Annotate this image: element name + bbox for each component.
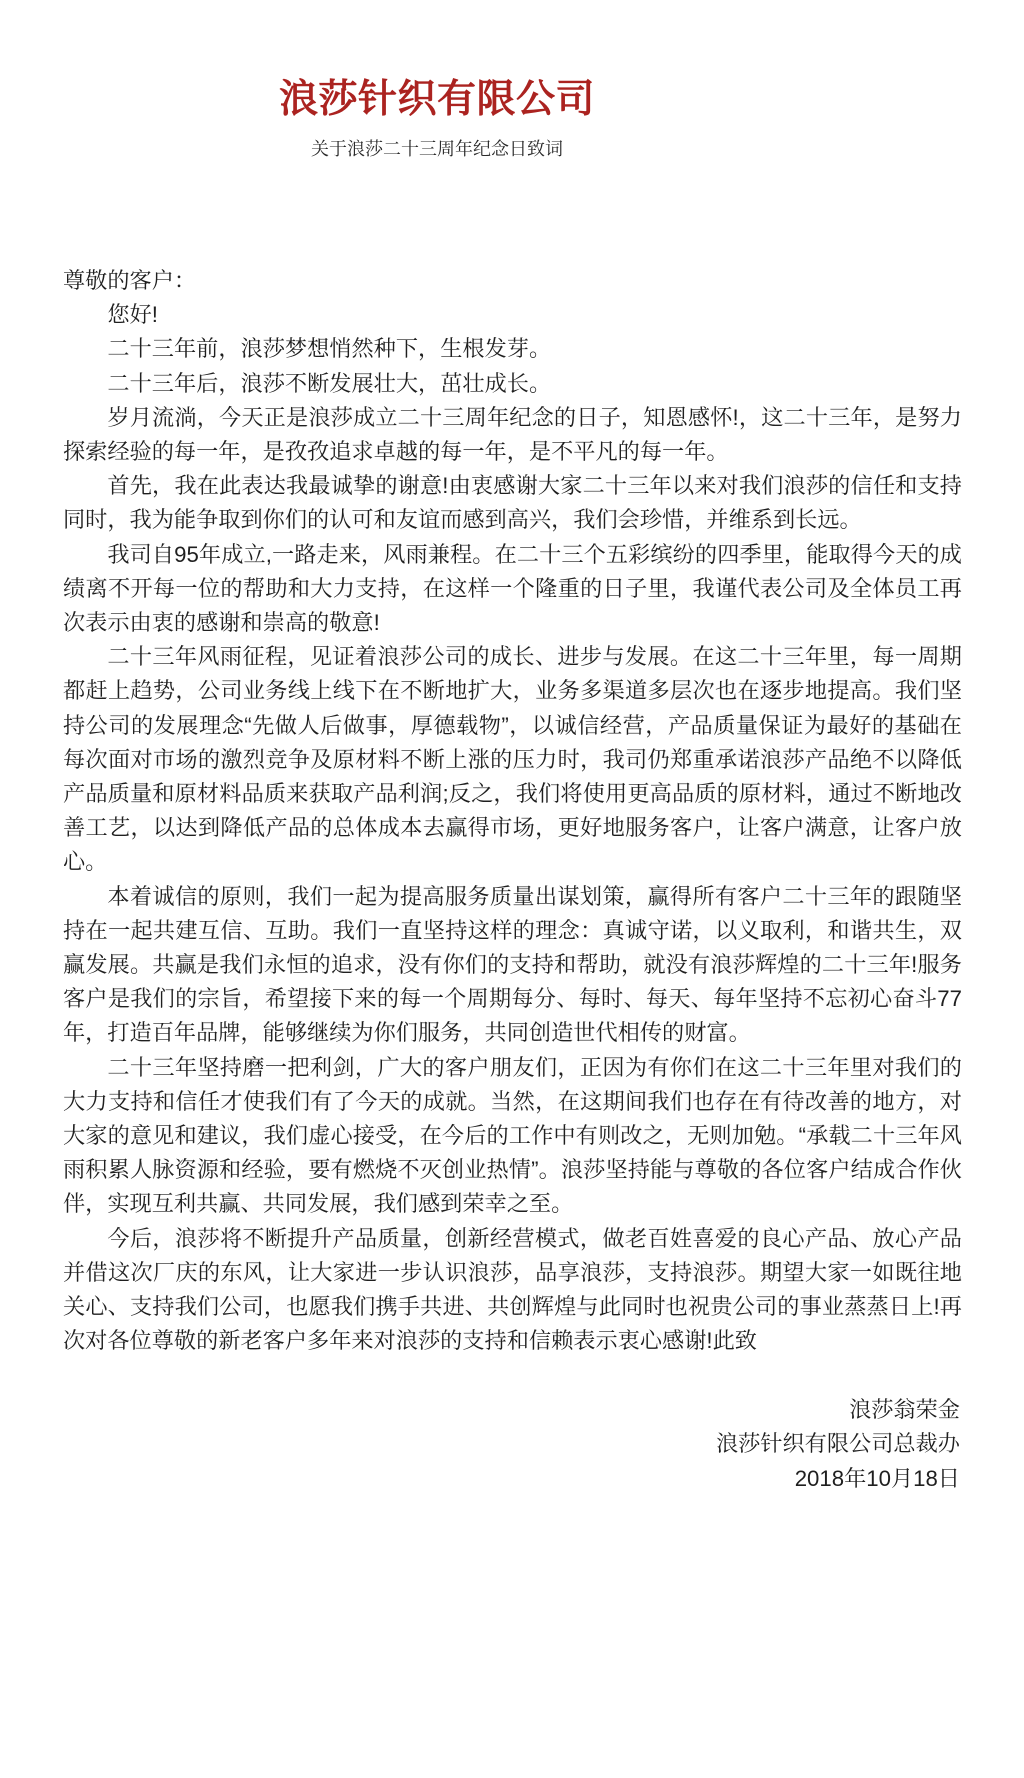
company-title: 浪莎针织有限公司: [278, 78, 595, 121]
letter-body: [0, 264, 1024, 1359]
paragraph: 首先，我在此表达我最诚挚的谢意!由衷感谢大家二十三年以来对我们浪莎的信任和支持同时，我为能争取到你们的认可和友谊而感到高兴，我们会珍惜，并维系到长远。: [63, 473, 962, 533]
paragraph: 二十三年坚持磨一把利剑，广大的客户朋友们，正因为有你们在这二十三年里对我们的大力支持和信任才使我们有了今天的成就。当然，在这期间我们也存在有待改善的地方，对大家的意见和建议，我们虚心接受，在今后的工作中有则改之，无则加勉。“承载二十三年风雨积累人脉资源和经验，要有燃烧不灭创业热情”。浪莎坚持能与尊敬的各位客户结成合作伙伴，实现互利共赢、共同发展，我们感到荣幸之至。: [63, 1054, 962, 1217]
paragraph-closing: 今后，浪莎将不断提升产品质量，创新经营模式，做老百姓喜爱的良心产品、放心产品并借这次厂庆的东风，让大家进一步认识浪莎，品享浪莎，支持浪莎。期望大家一如既往地关心、支持我们公司，也愿我们携手共进、共创辉煌与此同时也祝贵公司的事业蒸蒸日上!再次对各位尊敬的新老客户多年来对浪莎的支持和信赖表示衷心感谢!此致: [63, 1225, 962, 1354]
paragraph: 二十三年风雨征程，见证着浪莎公司的成长、进步与发展。在这二十三年里，每一周期都赶上趋势，公司业务线上线下在不断地扩大，业务多渠道多层次也在逐步地提高。我们坚持公司的发展理念“先做人后做事，厚德载物”，以诚信经营，产品质量保证为最好的基础在每次面对市场的激烈竞争及原材料不断上涨的压力时，我司仍郑重承诺浪莎产品绝不以降低产品质量和原材料品质来获取产品利润;反之，我们将使用更高品质的原材料，通过不断地改善工艺，以达到降低产品的总体成本去赢得市场，更好地服务客户，让客户满意，让客户放心。: [63, 644, 962, 875]
letter-subtitle: 关于浪莎二十三周年纪念日致词: [311, 139, 563, 159]
signer-org: 浪莎针织有限公司总裁办: [715, 1431, 960, 1457]
signature-block: [0, 1393, 1024, 1497]
paragraph: 本着诚信的原则，我们一起为提高服务质量出谋划策，赢得所有客户二十三年的跟随坚持在一起共建互信、互助。我们一直坚持这样的理念：真诚守诺，以义取利，和谐共生，双赢发展。共赢是我们永恒的追求，没有你们的支持和帮助，就没有浪莎辉煌的二十三年!服务客户是我们的宗旨，希望接下来的每一个周期每分、每时、每天、每年坚持不忘初心奋斗77年，打造百年品牌，能够继续为你们服务，共同创造世代相传的财富。: [63, 883, 962, 1046]
letter-header: [0, 0, 874, 160]
paragraph: 岁月流淌，今天正是浪莎成立二十三周年纪念的日子，知恩感怀!，这二十三年，是努力探索经验的每一年，是孜孜追求卓越的每一年，是不平凡的每一年。: [63, 404, 962, 465]
salutation: 尊敬的客户：: [63, 268, 197, 293]
signer-name: 浪莎翁荣金: [849, 1396, 960, 1422]
paragraph-greeting: 您好!: [107, 302, 158, 328]
paragraph: 我司自95年成立,一路走来，风雨兼程。在二十三个五彩缤纷的四季里，能取得今天的成绩离不开每一位的帮助和大力支持，在这样一个隆重的日子里，我谨代表公司及全体员工再次表示由衷的感谢和崇高的敬意!: [63, 541, 962, 636]
signature-date: 2018年10月18日: [794, 1465, 960, 1491]
paragraph: 二十三年后，浪莎不断发展壮大，茁壮成长。: [107, 370, 552, 396]
paragraph: 二十三年前，浪莎梦想悄然种下，生根发芽。: [107, 336, 552, 362]
